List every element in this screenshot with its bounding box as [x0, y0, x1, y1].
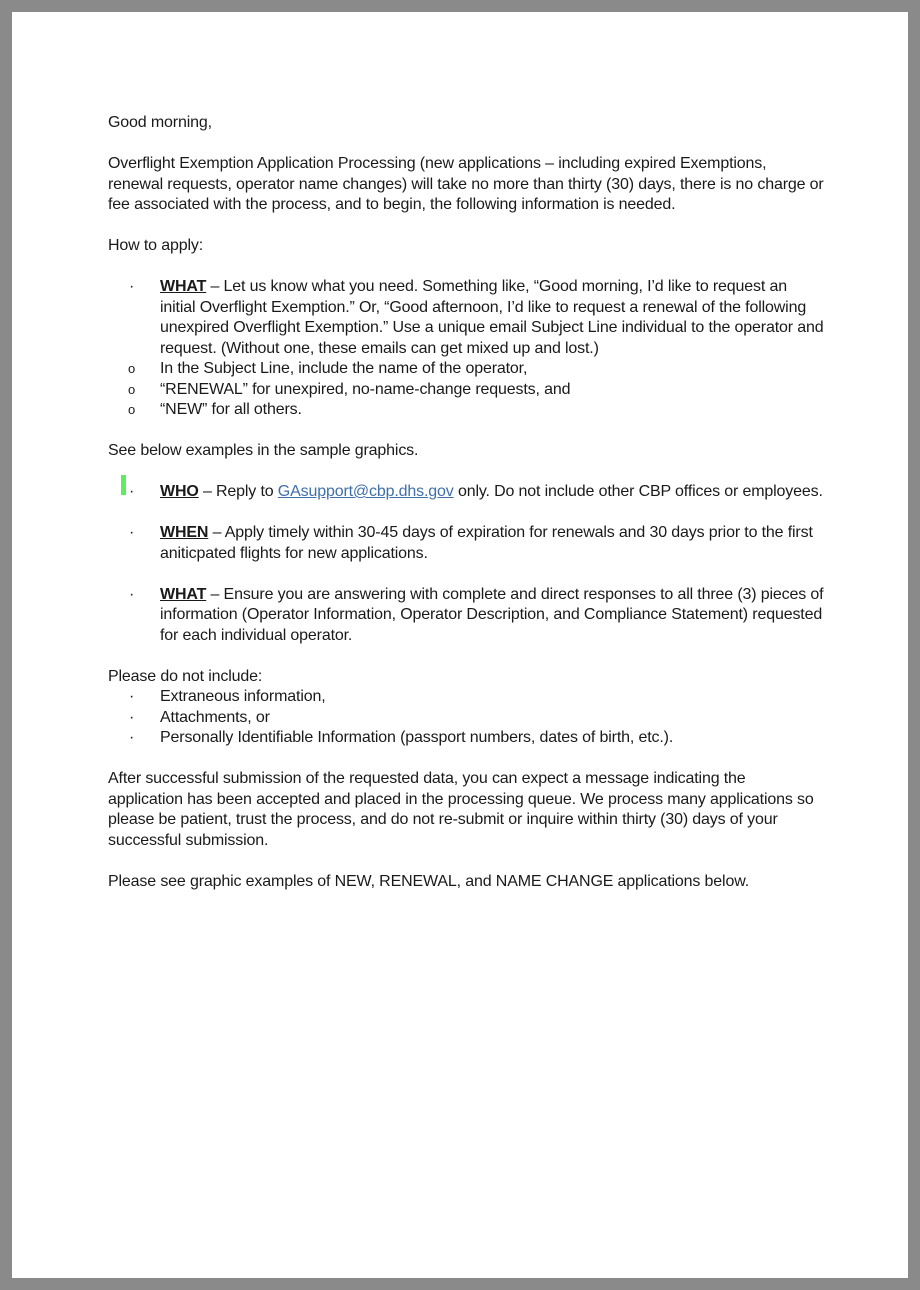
do-not-include-item-3: [108, 728, 824, 749]
bullet-what-first: [108, 277, 824, 359]
bullet-body-what: – Let us know what you need. Something like, “Good morning, I’d like to request an initial Overflight Exemption.” Or, “Good afternoon, I’d like to request a renewal of the following unexpired Overflight Exemption.” Use a unique email Subject Line individual to the operator and request. (Without one, these emails can get mixed up and lost.): [160, 278, 824, 357]
sub-bullet-text-1: In the Subject Line, include the name of the operator,: [160, 360, 528, 377]
do-not-include-text-2: Attachments, or: [160, 708, 270, 726]
greeting-paragraph: Good morning,: [108, 114, 212, 131]
bullet-marker: ·: [129, 524, 135, 541]
do-not-include-item-1: [108, 687, 824, 708]
see-below-paragraph: See below examples in the sample graphics.: [108, 442, 419, 459]
sub-bullet-item-3: [108, 400, 824, 421]
subject-line-sub-list: [108, 359, 824, 421]
bullet-marker: ·: [129, 278, 135, 295]
bullet-who: [108, 482, 824, 503]
bullet-marker: ·: [129, 483, 135, 500]
intro-paragraph: Overflight Exemption Application Processing (new applications – including expired Exemptions, renewal requests, operator name changes) will take no more than thirty (30) days, there is no charge or fee associated with the process, and to begin, the following information is needed.: [108, 155, 824, 213]
apply-bullet-list: [108, 277, 824, 359]
sub-bullet-item-1: [108, 359, 824, 380]
final-paragraph: Please see graphic examples of NEW, RENEWAL, and NAME CHANGE applications below.: [108, 872, 750, 890]
sub-bullet-marker: o: [128, 402, 136, 417]
bullet-keyword-what: WHAT: [160, 278, 207, 295]
how-to-apply-heading: How to apply:: [108, 237, 203, 254]
bullet-keyword-when: WHEN: [160, 524, 209, 541]
sub-bullet-text-3: “NEW” for all others.: [160, 401, 302, 418]
sub-bullet-marker: o: [128, 381, 136, 397]
bullet-marker: ·: [129, 688, 135, 705]
bullet-marker: ·: [129, 729, 135, 746]
bullet-when: [108, 523, 824, 564]
do-not-include-list: [108, 687, 824, 749]
sub-bullet-text-2: “RENEWAL” for unexpired, no-name-change requests, and: [160, 380, 571, 398]
do-not-include-text-3: Personally Identifiable Information (passport numbers, dates of birth, etc.).: [160, 729, 674, 746]
do-not-include-heading: Please do not include:: [108, 667, 263, 685]
paragraph-spacer: [108, 749, 824, 770]
bullet-marker: ·: [129, 708, 135, 726]
who-text-after-link: only. Do not include other CBP offices or employees.: [453, 483, 823, 500]
closing-paragraph: After successful submission of the requested data, you can expect a message indicating the application has been accepted and placed in the processing queue. We process many applications so please be patient, trust the process, and do not re-submit or inquire within thirty (30) days of your successful submission.: [108, 770, 814, 849]
bullet-what-second: [108, 585, 824, 647]
who-when-what-bullet-list: [108, 482, 824, 646]
what2-body-text: – Ensure you are answering with complete and direct responses to all three (3) pieces of information (Operator Information, Operator Description, and Compliance Statement) requested for each individual operator.: [160, 585, 824, 644]
sub-bullet-item-2: [108, 380, 824, 401]
document-body: [108, 113, 824, 913]
do-not-include-item-2: [108, 708, 824, 729]
sub-bullet-marker: o: [128, 361, 136, 376]
bullet-marker: ·: [129, 585, 135, 603]
bullet-keyword-what2: WHAT: [160, 585, 207, 603]
gasupport-email-link[interactable]: GAsupport@cbp.dhs.gov: [277, 483, 454, 500]
bullet-keyword-who: WHO: [160, 483, 199, 500]
document-page: [12, 12, 908, 1278]
who-text-before-link: – Reply to: [198, 483, 278, 500]
do-not-include-text-1: Extraneous information,: [160, 688, 326, 705]
when-body-text: – Apply timely within 30-45 days of expiration for renewals and 30 days prior to the first aniticpated flights for new applications.: [160, 524, 813, 562]
